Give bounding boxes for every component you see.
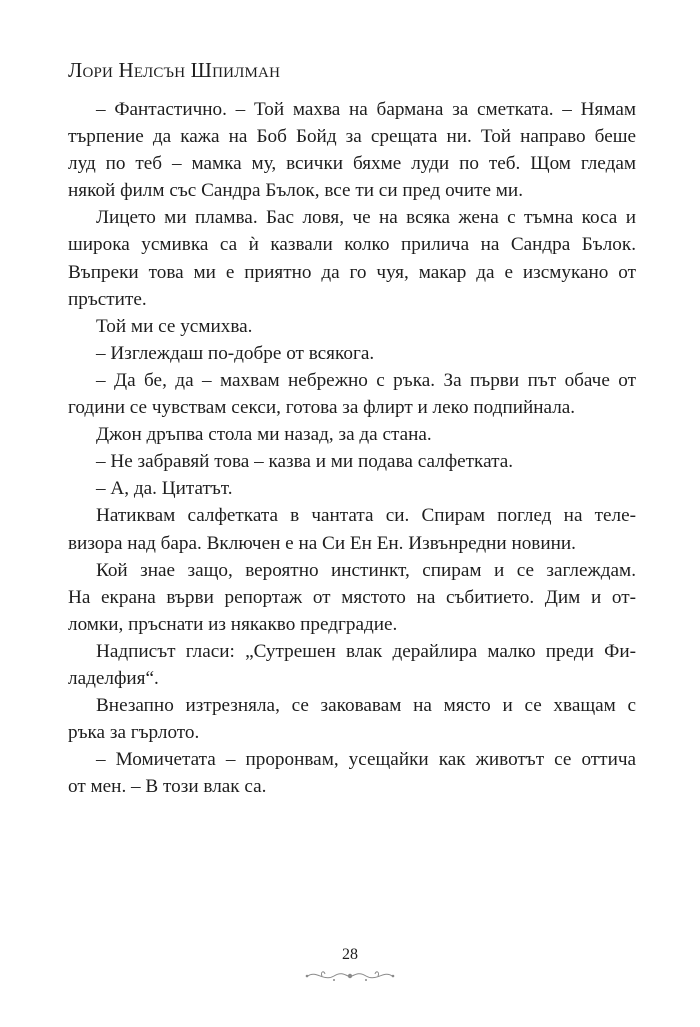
paragraph xyxy=(68,367,636,421)
paragraph xyxy=(68,96,636,204)
paragraph xyxy=(68,692,636,746)
text-line: някой филм със Сандра Бълок, все ти си пред очите ми. xyxy=(68,180,523,202)
text-line: Натиквам салфетката в чантата си. Спирам поглед на теле- xyxy=(96,505,636,527)
text-line: ръка за гърлото. xyxy=(68,722,200,744)
paragraph xyxy=(68,638,636,692)
text-line: луд по теб – мамка му, всички бяхме луди по теб. Щом гледам xyxy=(68,153,636,175)
text-line: Въпреки това ми е приятно да го чуя, макар да е изсмукано от xyxy=(68,261,636,283)
paragraph xyxy=(68,475,636,502)
text-line: търпение да кажа на Боб Бойд за срещата ни. Той направо беше xyxy=(68,126,636,148)
text-line: Джон дръпва стола ми назад, за да стана. xyxy=(96,424,432,446)
text-line: Той ми се усмихва. xyxy=(96,315,253,337)
text-line: от мен. – В този влак са. xyxy=(68,776,267,798)
paragraph xyxy=(68,502,636,556)
text-line: широка усмивка са ѝ казвали колко прилича на Сандра Бълок. xyxy=(68,234,636,256)
text-line: – Не забравяй това – казва и ми подава салфетката. xyxy=(96,451,514,473)
paragraph xyxy=(68,313,636,340)
text-line: – Момичетата – проронвам, усещайки как животът се оттича xyxy=(96,749,636,771)
paragraph xyxy=(68,448,636,475)
text-line: пръстите. xyxy=(68,288,147,310)
body-text xyxy=(68,96,636,800)
text-line: – А, да. Цитатът. xyxy=(96,478,233,500)
page-number: 28 xyxy=(342,946,358,963)
text-line: – Да бе, да – махвам небрежно с ръка. За първи път обаче от xyxy=(96,369,636,391)
text-line: На екрана върви репортаж от мястото на събитието. Дим и от- xyxy=(68,586,636,608)
paragraph xyxy=(68,557,636,638)
text-line: Внезапно изтрезняла, се заковавам на място и се хващам с xyxy=(96,695,636,717)
text-line: – Фантастично. – Той махва на бармана за сметката. – Нямам xyxy=(96,99,636,120)
paragraph xyxy=(68,340,636,367)
text-line: Кой знае защо, вероятно инстинкт, спирам и се заглеждам. xyxy=(96,559,636,581)
text-line: – Изглеждаш по-добре от всякога. xyxy=(96,342,375,364)
text-line: ломки, пръснати из някакво предградие. xyxy=(68,613,398,635)
floral-flourish-icon xyxy=(304,968,396,984)
text-line: визора над бара. Включен е на Си Ен Ен. Извънредни новини. xyxy=(68,532,576,554)
text-line: Надписът гласи: „Сутрешен влак дерайлира малко преди Фи- xyxy=(96,640,636,662)
text-line: ладелфия“. xyxy=(68,667,159,689)
text-line: Лицето ми пламва. Бас ловя, че на всяка жена с тъмна коса и xyxy=(96,207,636,229)
text-line: години се чувствам секси, готова за флирт и леко подпийнала. xyxy=(68,397,576,419)
running-head: Лори Нелсън Шпилман xyxy=(68,58,281,82)
paragraph xyxy=(68,204,636,312)
paragraph xyxy=(68,421,636,448)
paragraph xyxy=(68,746,636,800)
